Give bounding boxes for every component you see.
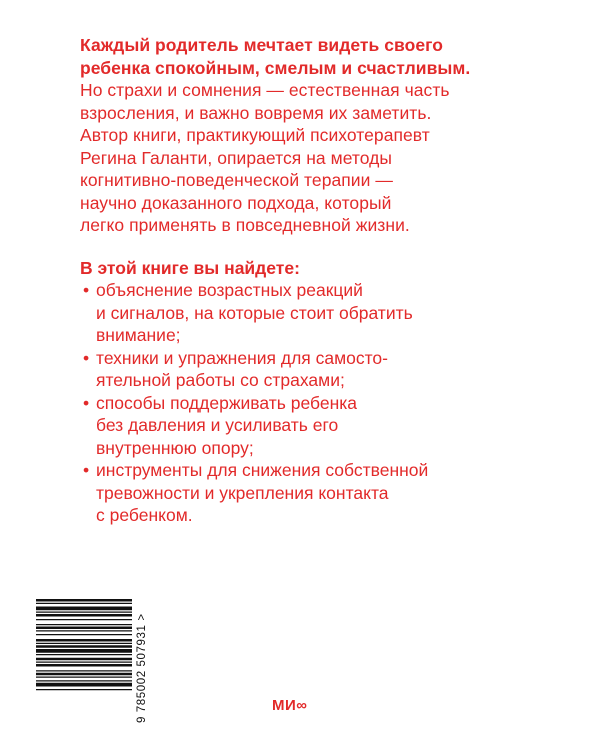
barcode-bar xyxy=(36,649,132,653)
list-item-line: с ребенком. xyxy=(96,505,193,525)
barcode-bar xyxy=(36,639,132,642)
list-item-line: без давления и усиливать его xyxy=(96,415,339,435)
barcode-icon xyxy=(36,599,132,723)
intro-paragraph xyxy=(80,34,560,237)
list-item xyxy=(80,347,560,392)
list-item xyxy=(80,459,560,527)
barcode-bar xyxy=(36,645,132,648)
list-item-line: внутреннюю опору; xyxy=(96,437,254,458)
list-item-line: объяснение возрастных реакций xyxy=(96,280,363,300)
barcode-bar xyxy=(36,624,132,625)
barcode-bar xyxy=(36,614,132,617)
intro-line: Но страхи и сомнения — естественная часть xyxy=(80,80,450,100)
barcode-bar xyxy=(36,634,132,635)
list-item-line: ятельной работы со страхами; xyxy=(96,370,345,390)
cover-text-block xyxy=(80,34,560,527)
barcode-bar xyxy=(36,627,132,630)
publisher-logo: МИ∞ xyxy=(272,697,308,714)
isbn-barcode xyxy=(36,599,156,723)
list-item-line: и сигналов, на которые стоит обратить xyxy=(96,302,413,323)
features-list xyxy=(80,279,560,527)
barcode-bar xyxy=(36,607,132,611)
intro-line: когнитивно-поведенческой терапии — xyxy=(80,170,393,190)
barcode-bar xyxy=(36,670,132,671)
barcode-bar xyxy=(36,680,132,681)
list-item-line: тревожности и укрепления контакта xyxy=(96,482,389,503)
barcode-bar xyxy=(36,673,132,676)
intro-line: Автор книги, практикующий психотерапевт xyxy=(80,125,430,145)
bullet-icon: • xyxy=(83,280,90,300)
barcode-bar xyxy=(36,654,132,655)
list-item-line: внимание; xyxy=(96,325,181,345)
bullet-icon: • xyxy=(83,347,90,368)
list-item-line: способы поддерживать ребенка xyxy=(96,392,358,413)
list-item-line: техники и упражнения для самосто- xyxy=(96,347,388,368)
barcode-bar xyxy=(36,599,132,602)
lead-line-1: Каждый родитель мечтает видеть своего xyxy=(80,35,444,55)
barcode-bar xyxy=(36,612,132,613)
bullet-icon: • xyxy=(83,460,90,480)
features-heading: В этой книге вы найдете: xyxy=(80,257,300,278)
isbn-number: 9 785002 507931 > xyxy=(136,613,148,723)
intro-line: научно доказанного подхода, который xyxy=(80,192,392,213)
list-item xyxy=(80,279,560,347)
lead-line-2: ребенка спокойным, смелым и счастливым. xyxy=(80,57,471,78)
barcode-bar xyxy=(36,630,132,631)
list-item-line: инструменты для снижения собственной xyxy=(96,460,429,480)
intro-line: легко применять в повседневной жизни. xyxy=(80,215,410,235)
barcode-bar xyxy=(36,619,132,620)
list-item xyxy=(80,392,560,460)
barcode-bar xyxy=(36,662,132,663)
barcode-bar xyxy=(36,664,132,667)
barcode-bar xyxy=(36,658,132,661)
barcode-bar xyxy=(36,683,132,687)
barcode-bar xyxy=(36,603,132,604)
intro-line: взросления, и важно вовремя их заметить. xyxy=(80,102,432,123)
barcode-bar xyxy=(36,677,132,678)
bullet-icon: • xyxy=(83,392,90,413)
intro-line: Регина Галанти, опирается на методы xyxy=(80,147,393,168)
barcode-bar xyxy=(36,643,132,644)
barcode-bar xyxy=(36,689,132,690)
